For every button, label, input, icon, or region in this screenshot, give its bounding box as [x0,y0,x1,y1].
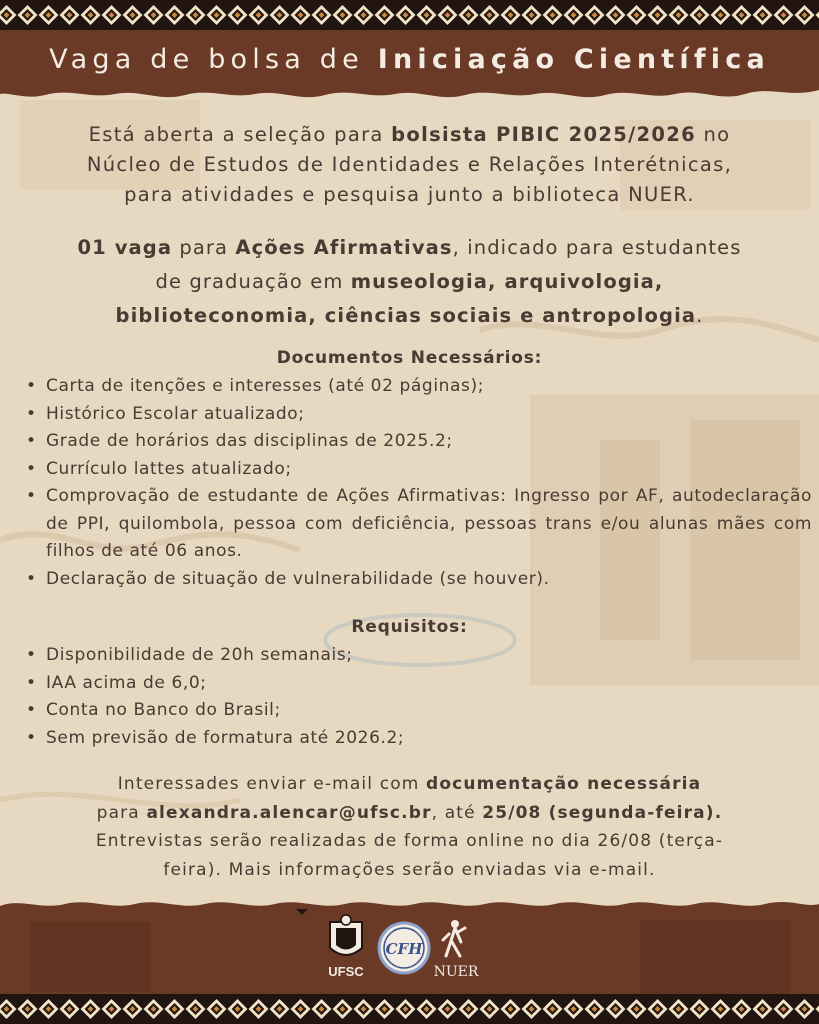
contact-text: , até [431,802,483,823]
list-item-text: Grade de horários das disciplinas de 2025.2; [46,431,453,451]
vaga-text: para [172,236,236,259]
bottom-pattern-border [0,994,819,1024]
contact-line-4: feira). Mais informações serão enviadas via e-mail. [163,859,656,880]
documentos-title: Documentos Necessários: [276,348,543,368]
intro-text: no [695,123,731,146]
list-item [22,401,812,429]
vaga-line-2 [0,265,819,299]
vaga-bold: museologia, arquivologia, [350,270,664,293]
contact-line-2 [0,799,819,828]
bullet: • [26,403,37,424]
list-item-text: Declaração de situação de vulnerabilidade (se houver). [46,568,550,589]
bullet: • [26,486,37,506]
vaga-line-3 [0,299,819,333]
intro-line-2: Núcleo de Estudos de Identidades e Relações Interétnicas, [86,153,733,176]
list-item [22,697,812,725]
nuer-logo [434,920,479,980]
vaga-text: de graduação em [155,270,351,293]
list-item-text: IAA acima de 6,0; [46,672,207,693]
contact-bold: documentação necessária [426,774,702,794]
title-bold: Iniciação Científica [377,44,770,75]
requisitos-title: Requisitos: [351,617,468,637]
intro-line-1 [0,120,819,150]
bullet: • [26,376,37,396]
contact-line-3: Entrevistas serão realizadas de forma online no dia 26/08 (terça- [95,831,724,851]
list-item-text: Conta no Banco do Brasil; [46,700,281,720]
intro-paragraph [0,120,819,210]
contact-text: Interessades enviar e-mail com [117,774,427,794]
top-pattern-border [0,0,819,30]
list-item [22,373,812,401]
ufsc-label: UFSC [328,964,364,979]
bullet: • [26,568,37,589]
vaga-paragraph [0,231,819,333]
list-item-text: Disponibilidade de 20h semanais; [46,645,353,665]
documentos-list [22,373,812,593]
bullet: • [26,458,37,479]
bullet: • [26,431,37,451]
deadline: 25/08 (segunda-feira). [482,802,723,823]
vaga-text: , indicado para estudantes [452,236,742,259]
email-link[interactable]: alexandra.alencar@ufsc.br [146,802,432,823]
list-item [22,566,812,594]
contact-paragraph [0,770,819,884]
list-item-text: Sem previsão de formatura até 2026.2; [46,727,405,748]
ufsc-logo [328,915,364,979]
logos-row [0,912,819,982]
cfh-logo [379,923,429,973]
requisitos-list [22,642,812,752]
vaga-line-1 [0,231,819,265]
list-item [22,725,812,753]
list-item [22,483,812,566]
vaga-bold: Ações Afirmativas [235,236,453,259]
nuer-label: NUER [433,964,479,980]
list-item-text: Histórico Escolar atualizado; [46,403,305,424]
intro-text: Está aberta a seleção para [88,123,392,146]
page-title [0,44,819,75]
list-item [22,642,812,670]
contact-text: para [96,802,147,823]
bullet: • [26,645,37,665]
list-item-text: Comprovação de estudante de Ações Afirmativas: Ingresso por AF, autodeclaração de PPI, quilombola, pessoa com deficiência, pessoas trans e/ou alunas mães com filhos de até 06 anos. [46,486,812,561]
bullet: • [26,672,37,693]
bullet: • [26,700,37,720]
list-item-text: Carta de itenções e interesses (até 02 páginas); [46,376,485,396]
list-item [22,456,812,484]
vaga-bold: biblioteconomia, ciências sociais e antropologia [115,304,697,327]
list-item [22,428,812,456]
title-light: Vaga de bolsa de [49,44,364,75]
list-item [22,670,812,698]
bullet: • [26,727,37,748]
vaga-count: 01 vaga [77,236,173,259]
cfh-label: CFH [385,940,423,958]
intro-line-3: para atividades e pesquisa junto a biblioteca NUER. [124,183,695,206]
vaga-text: . [696,304,704,327]
contact-line-1 [0,770,819,799]
intro-bold: bolsista PIBIC 2025/2026 [391,123,696,146]
list-item-text: Currículo lattes atualizado; [46,458,292,479]
